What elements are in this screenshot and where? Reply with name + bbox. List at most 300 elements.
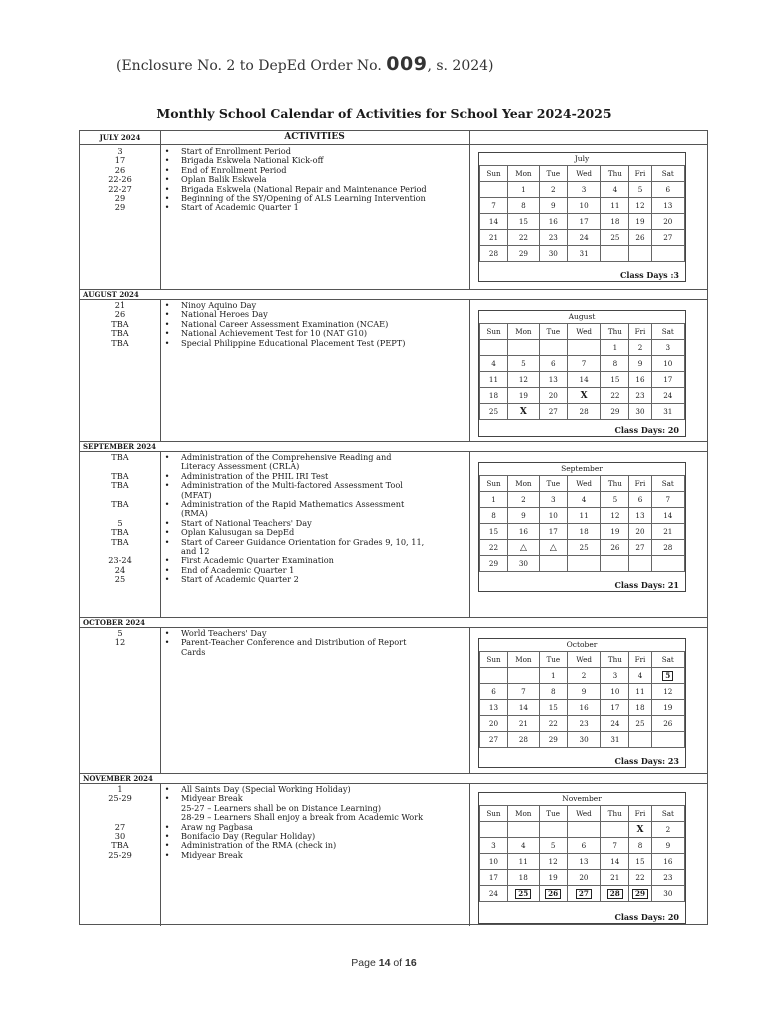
calendar-day: 27 — [629, 540, 651, 556]
calendar-day: 12 — [651, 684, 684, 700]
calendar-day: 12 — [507, 372, 539, 388]
bullet-icon: • — [164, 300, 170, 310]
calendar-day: 25 — [507, 886, 539, 902]
calendar-day — [539, 822, 567, 838]
bullet-icon: • — [164, 174, 170, 185]
bullet-icon: • — [164, 793, 170, 804]
calendar-day — [629, 556, 651, 572]
calendar-day: 18 — [567, 524, 601, 540]
calendar-day: 19 — [507, 388, 539, 404]
activity-date: 3 — [117, 146, 123, 156]
activity-date: 17 — [114, 155, 126, 166]
month-section-july — [80, 144, 707, 289]
calendar-grid — [479, 323, 685, 420]
activity-text: World Teachers' Day — [181, 628, 267, 638]
activity-date: 24 — [114, 564, 126, 575]
enclosure-prefix: (Enclosure No. 2 to DepEd Order No. — [116, 58, 387, 74]
bullet-icon: • — [164, 784, 170, 794]
page-title: Monthly School Calendar of Activities for School Year 2024-2025 — [156, 106, 612, 121]
calendar-day: 4 — [507, 838, 539, 854]
calendar-day: 9 — [629, 356, 651, 372]
activity-date: 5 — [117, 628, 123, 638]
bullet-icon: • — [164, 470, 170, 481]
calendar-day — [480, 822, 508, 838]
activity-text: Araw ng Pagbasa — [181, 821, 253, 832]
calendar-day: 8 — [539, 684, 567, 700]
calendar-day — [567, 556, 601, 572]
calendar-day: 14 — [567, 372, 601, 388]
calendar-day: 26 — [601, 540, 629, 556]
calendar-day: 14 — [507, 700, 539, 716]
calendar-day: 22 — [629, 870, 652, 886]
activity-text: Special Philippine Educational Placement Test (PEPT) — [181, 337, 406, 348]
calendar-day: 5 — [507, 356, 539, 372]
calendar-day: 22 — [507, 230, 539, 246]
weekday-header: Tue — [539, 324, 567, 340]
activity-text-continued: (RMA) — [181, 508, 208, 519]
bullet-icon: • — [164, 146, 170, 156]
calendar-day: 4 — [629, 668, 651, 684]
calendar-day: 26 — [629, 230, 651, 246]
calendar-day: 29 — [629, 886, 652, 902]
activity-date: TBA — [111, 318, 129, 329]
page-number: Page 14 of 16 — [351, 957, 417, 969]
calendar-day: 25 — [601, 230, 629, 246]
calendar-day: 11 — [601, 198, 629, 214]
calendar-day: 30 — [507, 556, 539, 572]
calendar-day: 11 — [480, 372, 508, 388]
activity-text: End of Academic Quarter 1 — [181, 564, 295, 575]
holiday-mark-icon: X — [636, 824, 644, 835]
calendar-day: 18 — [480, 388, 508, 404]
calendar-day: 14 — [480, 214, 508, 230]
calendar-day: 18 — [601, 214, 629, 230]
activity-list — [80, 453, 469, 585]
calendar-day: 6 — [629, 492, 651, 508]
activity-text: First Academic Quarter Examination — [181, 555, 334, 566]
calendar-day: 3 — [480, 838, 508, 854]
calendar-table — [79, 130, 708, 925]
calendar-day — [601, 246, 629, 262]
activity-text: National Achievement Test for 10 (NAT G10) — [181, 328, 368, 339]
calendar-day: 15 — [480, 524, 508, 540]
calendar-day: 14 — [601, 854, 629, 870]
calendar-day: 2 — [507, 492, 539, 508]
activity-list — [80, 785, 469, 860]
activity-text: Start of Career Guidance Orientation for Grades 9, 10, 11, — [181, 536, 425, 547]
activity-date: 27 — [114, 821, 126, 832]
activity-date: TBA — [111, 337, 129, 348]
activity-text-continued: 25-27 – Learners shall be on Distance Learning) — [181, 802, 382, 813]
activity-row — [80, 538, 469, 557]
bullet-icon: • — [164, 164, 170, 175]
calendar-day: 24 — [567, 230, 601, 246]
calendar-day: 10 — [651, 356, 684, 372]
calendar-day: 6 — [480, 684, 508, 700]
calendar-day: 16 — [629, 372, 651, 388]
weekday-header: Fri — [629, 652, 651, 668]
weekday-header: Sun — [480, 476, 508, 492]
calendar-day: 6 — [651, 182, 684, 198]
calendar-day: 4 — [480, 356, 508, 372]
calendar-day: 15 — [539, 700, 567, 716]
bullet-icon: • — [164, 155, 170, 166]
activity-text-continued: 28-29 – Learners Shall enjoy a break from Academic Work — [181, 812, 424, 823]
activity-text: Start of Enrollment Period — [181, 146, 291, 156]
calendar-day: 15 — [601, 372, 629, 388]
month-calendar-september — [478, 462, 686, 592]
calendar-day: 19 — [601, 524, 629, 540]
class-days-count: Class Days: 21 — [614, 580, 679, 590]
class-days-count: Class Days :3 — [620, 270, 679, 280]
calendar-day: 30 — [629, 404, 651, 420]
calendar-day: 4 — [567, 492, 601, 508]
weekday-header: Sun — [480, 652, 508, 668]
activity-text: National Career Assessment Examination (NCAE) — [181, 318, 389, 329]
month-section-august — [80, 289, 707, 441]
calendar-day: 29 — [539, 732, 567, 748]
activity-date: 30 — [114, 831, 126, 842]
calendar-day: 22 — [539, 716, 567, 732]
weekday-header: Sat — [651, 806, 684, 822]
calendar-day: 29 — [480, 556, 508, 572]
calendar-grid — [479, 651, 685, 748]
calendar-day: 19 — [629, 214, 651, 230]
holiday-mark-icon: △ — [549, 542, 557, 553]
calendar-day: 10 — [601, 684, 629, 700]
bullet-icon: • — [164, 499, 170, 510]
calendar-day: 9 — [651, 838, 684, 854]
activity-text: Ninoy Aquino Day — [181, 300, 257, 310]
activity-text-continued: (MFAT) — [181, 489, 212, 500]
activity-date: 1 — [117, 784, 123, 794]
calendar-day: 25 — [567, 540, 601, 556]
calendar-day: 9 — [507, 508, 539, 524]
calendar-day: 26 — [539, 886, 567, 902]
calendar-day — [629, 732, 651, 748]
calendar-day: 19 — [651, 700, 684, 716]
calendar-day: 28 — [601, 886, 629, 902]
month-calendar-october — [478, 638, 686, 768]
calendar-day: 27 — [651, 230, 684, 246]
calendar-day: 6 — [567, 838, 601, 854]
calendar-day: 29 — [601, 404, 629, 420]
calendar-day: 7 — [507, 684, 539, 700]
calendar-month-name: August — [568, 312, 596, 321]
order-number: 009 — [386, 53, 428, 75]
activity-text: Beginning of the SY/Opening of ALS Learning Intervention — [181, 193, 426, 204]
calendar-day: 17 — [651, 372, 684, 388]
calendar-day — [507, 822, 539, 838]
calendar-day: 25 — [629, 716, 651, 732]
weekday-header: Fri — [629, 166, 651, 182]
weekday-header: Mon — [507, 324, 539, 340]
activity-date: TBA — [111, 328, 129, 339]
calendar-day: 5 — [539, 838, 567, 854]
calendar-day: 16 — [567, 700, 601, 716]
activity-date: 25-29 — [108, 849, 132, 860]
weekday-header: Sat — [651, 652, 684, 668]
weekday-header: Fri — [629, 806, 652, 822]
calendar-day: 23 — [629, 388, 651, 404]
calendar-day — [507, 540, 539, 556]
activity-text: Oplan Balik Eskwela — [181, 174, 267, 185]
activity-date: 22-26 — [108, 174, 132, 185]
calendar-grid — [479, 475, 685, 572]
activity-date: 22-27 — [108, 183, 132, 194]
weekday-header: Sun — [480, 166, 508, 182]
calendar-day: 15 — [629, 854, 652, 870]
bullet-icon: • — [164, 555, 170, 566]
calendar-day: 12 — [629, 198, 651, 214]
calendar-day: 7 — [480, 198, 508, 214]
activity-date: TBA — [111, 499, 129, 510]
activity-text-continued: and 12 — [181, 546, 210, 557]
calendar-day: 27 — [539, 404, 567, 420]
calendar-day: 16 — [507, 524, 539, 540]
calendar-month-name: October — [566, 640, 598, 649]
activity-text: Brigada Eskwela National Kick-off — [181, 155, 324, 166]
activity-text: Oplan Kalusugan sa DepEd — [181, 527, 295, 538]
table-header — [80, 131, 707, 145]
calendar-day: 9 — [567, 684, 601, 700]
calendar-day — [567, 388, 601, 404]
weekday-header: Fri — [629, 476, 651, 492]
bullet-icon: • — [164, 480, 170, 491]
calendar-day: 1 — [539, 668, 567, 684]
calendar-day — [539, 340, 567, 356]
calendar-day: 2 — [651, 822, 684, 838]
activity-date: 12 — [114, 637, 126, 648]
activity-text-continued: Cards — [181, 646, 206, 657]
calendar-day: 10 — [480, 854, 508, 870]
activity-text: Brigada Eskwela (National Repair and Maintenance Period — [181, 183, 427, 194]
month-calendar-july — [478, 152, 686, 282]
calendar-day: 5 — [629, 182, 651, 198]
activity-date: TBA — [111, 527, 129, 538]
calendar-day: 13 — [539, 372, 567, 388]
bullet-icon: • — [164, 840, 170, 851]
calendar-day — [480, 668, 508, 684]
calendar-day — [601, 556, 629, 572]
calendar-day: 26 — [651, 716, 684, 732]
bullet-icon: • — [164, 517, 170, 528]
activity-date: 26 — [114, 309, 126, 320]
activity-date: TBA — [111, 452, 129, 462]
calendar-day — [480, 182, 508, 198]
calendar-day: 30 — [651, 886, 684, 902]
calendar-day: 10 — [539, 508, 567, 524]
calendar-day: 17 — [601, 700, 629, 716]
calendar-day: 3 — [601, 668, 629, 684]
calendar-day: 23 — [651, 870, 684, 886]
calendar-day: 3 — [539, 492, 567, 508]
activity-row — [80, 203, 469, 212]
weekday-header: Sat — [651, 476, 684, 492]
calendar-day: 21 — [651, 524, 684, 540]
calendar-day: 16 — [651, 854, 684, 870]
calendar-day: 14 — [651, 508, 684, 524]
activity-text: Midyear Break — [181, 793, 243, 804]
calendar-day: 31 — [651, 404, 684, 420]
activity-date: 21 — [114, 300, 126, 310]
calendar-day: 2 — [567, 668, 601, 684]
activity-date: 26 — [114, 164, 126, 175]
calendar-day: 3 — [567, 182, 601, 198]
activity-row — [80, 794, 469, 822]
calendar-day: 20 — [629, 524, 651, 540]
calendar-day: 28 — [651, 540, 684, 556]
month-label: OCTOBER 2024 — [80, 618, 707, 628]
bullet-icon: • — [164, 309, 170, 320]
month-column-header: JULY 2024 — [80, 131, 161, 144]
activity-date: 23-24 — [108, 555, 132, 566]
calendar-day: 22 — [480, 540, 508, 556]
calendar-day — [651, 732, 684, 748]
bullet-icon: • — [164, 202, 170, 213]
weekday-header: Wed — [567, 476, 601, 492]
bullet-icon: • — [164, 452, 170, 462]
calendar-day — [539, 540, 567, 556]
calendar-day: 31 — [567, 246, 601, 262]
activity-text: Start of Academic Quarter 1 — [181, 202, 299, 213]
calendar-day: 30 — [539, 246, 567, 262]
weekday-header: Tue — [539, 652, 567, 668]
calendar-day: 21 — [507, 716, 539, 732]
calendar-day: 25 — [480, 404, 508, 420]
activity-row — [80, 339, 469, 348]
bullet-icon: • — [164, 628, 170, 638]
activity-row — [80, 301, 469, 310]
bullet-icon: • — [164, 193, 170, 204]
weekday-header: Tue — [539, 806, 567, 822]
weekday-header: Thu — [601, 652, 629, 668]
activities-column-header: ACTIVITIES — [160, 131, 470, 144]
calendar-day — [507, 404, 539, 420]
weekday-header: Wed — [567, 324, 601, 340]
bullet-icon: • — [164, 574, 170, 585]
weekday-header: Thu — [601, 166, 629, 182]
activity-text: Administration of the PHIL IRI Test — [181, 470, 329, 481]
activity-date: 5 — [117, 517, 123, 528]
weekday-header: Tue — [539, 476, 567, 492]
calendar-day: 27 — [480, 732, 508, 748]
calendar-day: 13 — [629, 508, 651, 524]
calendar-grid — [479, 805, 685, 902]
activity-text: Administration of the Comprehensive Reading and — [181, 452, 392, 462]
activity-text: Start of Academic Quarter 2 — [181, 574, 299, 585]
activity-row — [80, 453, 469, 472]
calendar-day: 11 — [629, 684, 651, 700]
activity-date: TBA — [111, 536, 129, 547]
calendar-day: 17 — [567, 214, 601, 230]
calendar-day: 7 — [567, 356, 601, 372]
calendar-day — [480, 340, 508, 356]
enclosure-note — [116, 53, 494, 75]
weekday-header: Mon — [507, 806, 539, 822]
calendar-day: 13 — [651, 198, 684, 214]
activity-date: TBA — [111, 840, 129, 851]
calendar-day: 22 — [601, 388, 629, 404]
activity-date: 25 — [114, 574, 126, 585]
bullet-icon: • — [164, 337, 170, 348]
calendar-day: 21 — [601, 870, 629, 886]
calendar-day: 1 — [507, 182, 539, 198]
calendar-day: 2 — [539, 182, 567, 198]
calendar-day: 24 — [480, 886, 508, 902]
activity-text: National Heroes Day — [181, 309, 268, 320]
calendar-day: 9 — [539, 198, 567, 214]
month-section-september — [80, 441, 707, 617]
calendar-day: 20 — [651, 214, 684, 230]
calendar-day — [629, 822, 652, 838]
holiday-mark-icon: X — [519, 406, 527, 417]
weekday-header: Thu — [601, 476, 629, 492]
month-section-october — [80, 617, 707, 773]
calendar-day: 15 — [507, 214, 539, 230]
calendar-day: 18 — [507, 870, 539, 886]
weekday-header: Sat — [651, 324, 684, 340]
class-days-count: Class Days: 23 — [614, 756, 679, 766]
calendar-day: 3 — [651, 340, 684, 356]
activity-list — [80, 301, 469, 348]
activity-date: TBA — [111, 480, 129, 491]
calendar-day: 12 — [539, 854, 567, 870]
calendar-day: 28 — [480, 246, 508, 262]
month-label: SEPTEMBER 2024 — [80, 442, 707, 452]
activity-text: Administration of the Rapid Mathematics Assessment — [181, 499, 405, 510]
calendar-day — [507, 668, 539, 684]
calendar-day: 27 — [567, 886, 601, 902]
calendar-day: 20 — [567, 870, 601, 886]
calendar-day: 29 — [507, 246, 539, 262]
calendar-day — [567, 340, 601, 356]
calendar-day: 30 — [567, 732, 601, 748]
month-label: NOVEMBER 2024 — [80, 774, 707, 784]
calendar-day: 8 — [601, 356, 629, 372]
calendar-day: 31 — [601, 732, 629, 748]
weekday-header: Sun — [480, 806, 508, 822]
calendar-day — [539, 556, 567, 572]
weekday-header: Mon — [507, 166, 539, 182]
activity-text: End of Enrollment Period — [181, 164, 287, 175]
activity-text: Start of National Teachers' Day — [181, 517, 312, 528]
calendar-day: 24 — [651, 388, 684, 404]
class-days-count: Class Days: 20 — [614, 912, 679, 922]
bullet-icon: • — [164, 536, 170, 547]
calendar-day: 23 — [567, 716, 601, 732]
month-calendar-november — [478, 792, 686, 924]
calendar-day: 10 — [567, 198, 601, 214]
calendar-day: 18 — [629, 700, 651, 716]
bullet-icon: • — [164, 831, 170, 842]
calendar-day: 1 — [601, 340, 629, 356]
calendar-month-name: September — [561, 464, 603, 473]
calendar-day: 7 — [601, 838, 629, 854]
calendar-day: 21 — [480, 230, 508, 246]
calendar-day — [601, 822, 629, 838]
weekday-header: Fri — [629, 324, 651, 340]
holiday-mark-icon: △ — [519, 542, 527, 553]
activity-date: 25-29 — [108, 793, 132, 804]
bullet-icon: • — [164, 183, 170, 194]
bullet-icon: • — [164, 527, 170, 538]
weekday-header: Mon — [507, 476, 539, 492]
calendar-month-name: November — [562, 794, 602, 803]
calendar-day — [507, 340, 539, 356]
calendar-day: 7 — [651, 492, 684, 508]
activity-row — [80, 785, 469, 794]
